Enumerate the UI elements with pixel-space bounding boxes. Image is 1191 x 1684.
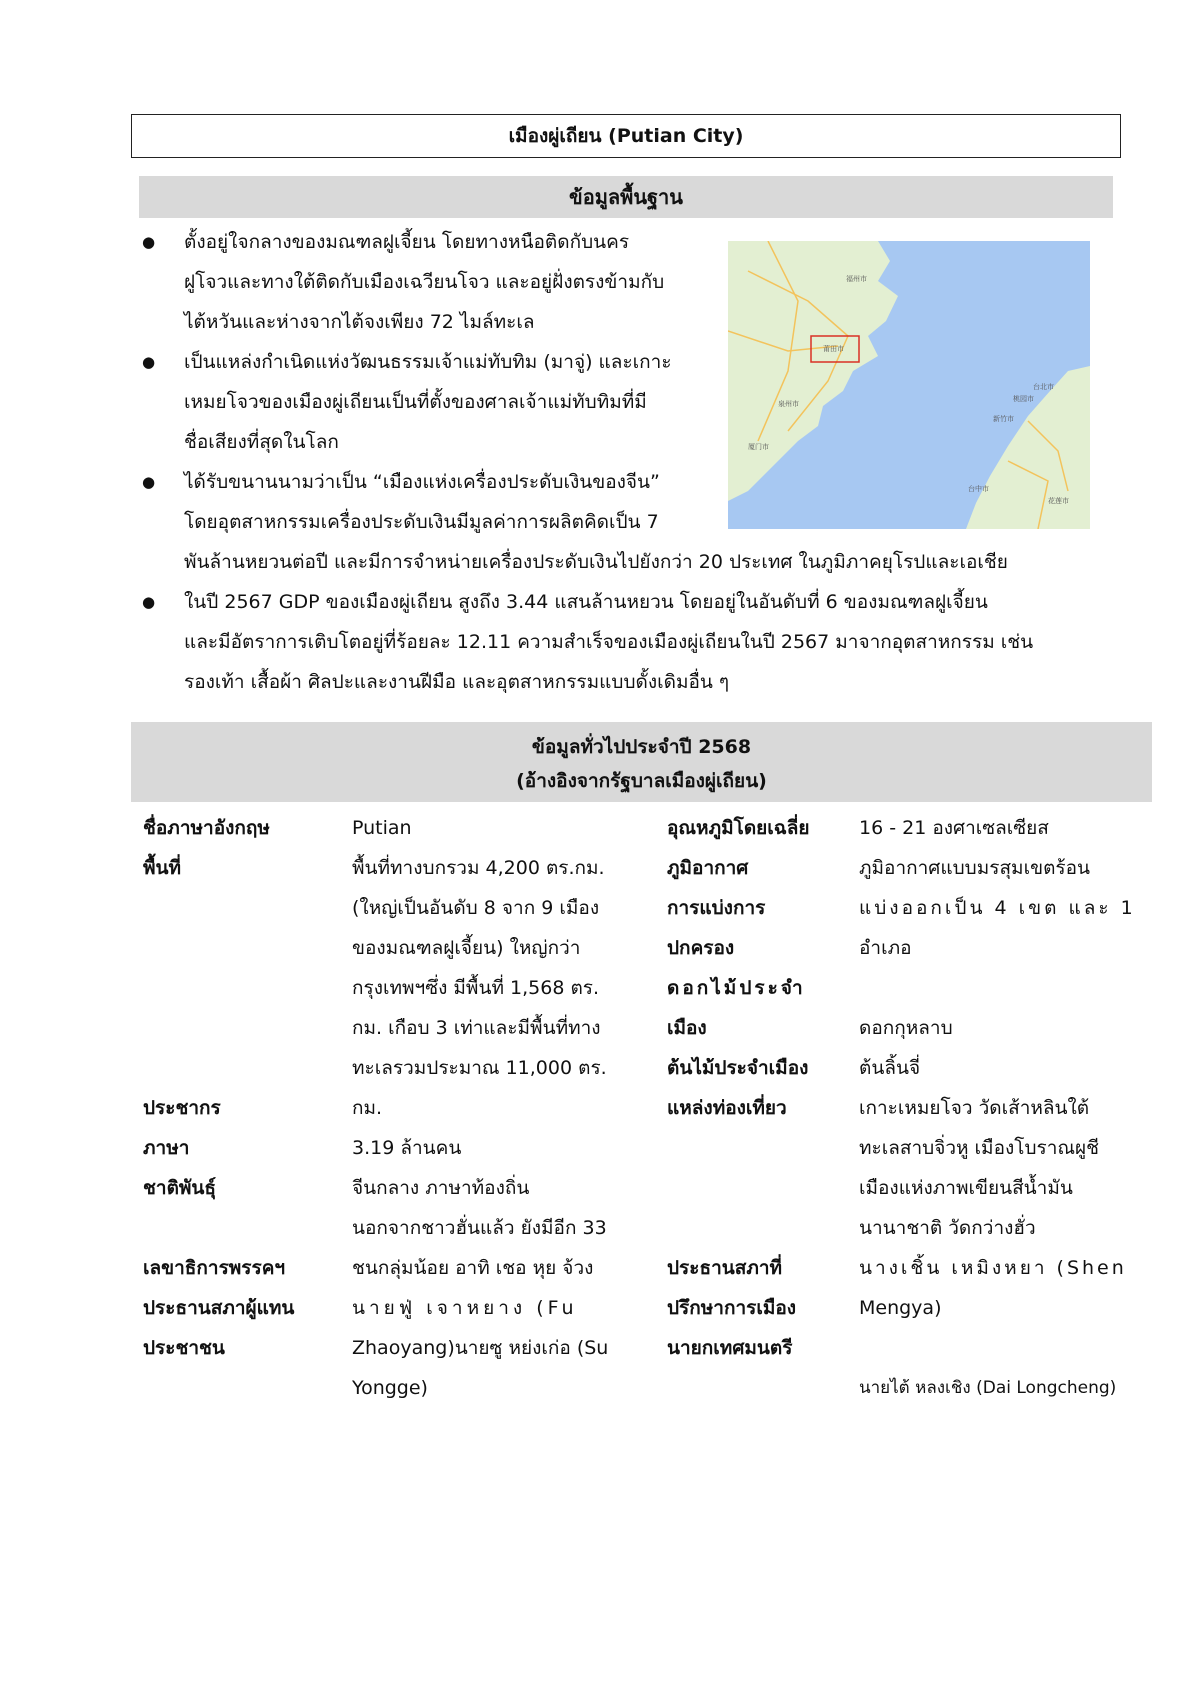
field-label: ภาษา bbox=[143, 1137, 190, 1159]
field-value: อำเภอ bbox=[859, 937, 912, 959]
field-label: นายกเทศมนตรี bbox=[667, 1337, 793, 1359]
section-header-basic: ข้อมูลพื้นฐาน bbox=[139, 176, 1113, 218]
field-label: ภูมิอากาศ bbox=[667, 857, 749, 879]
map-label: 桃园市 bbox=[1013, 395, 1034, 403]
field-value: Putian bbox=[352, 817, 412, 839]
field-label bbox=[143, 1008, 323, 1048]
map-label: 花莲市 bbox=[1048, 497, 1069, 505]
field-value: 16 - 21 องศาเซลเซียส bbox=[859, 817, 1049, 839]
field-label bbox=[667, 1168, 847, 1208]
field-label bbox=[667, 1128, 847, 1168]
field-value: (ใหญ่เป็นอันดับ 8 จาก 9 เมือง bbox=[352, 897, 600, 919]
field-label bbox=[143, 1048, 323, 1088]
map-label: 福州市 bbox=[846, 275, 867, 283]
field-value: จีนกลาง ภาษาท้องถิ่น bbox=[352, 1177, 530, 1199]
field-value: Yongge) bbox=[352, 1377, 428, 1399]
field-label: พื้นที่ bbox=[143, 857, 182, 879]
field-value: ดอกกุหลาบ bbox=[859, 1017, 953, 1039]
map-label: 台北市 bbox=[1033, 383, 1054, 391]
field-value: Zhaoyang)นายซู หย่งเก่อ (Su bbox=[352, 1337, 609, 1359]
field-label bbox=[143, 968, 323, 1008]
field-value: กม. เกือบ 3 เท่าและมีพื้นที่ทาง bbox=[352, 1017, 601, 1039]
value-column-left bbox=[352, 808, 652, 1408]
list-item bbox=[140, 222, 769, 342]
field-value: นานาชาติ วัดกว่างฮั่ว bbox=[859, 1217, 1036, 1239]
text-line: พันล้านหยวนต่อปี และมีการจำหน่ายเครื่องประดับเงินไปยังกว่า 20 ประเทศ ในภูมิภาคยุโรปและเอเชีย bbox=[184, 551, 1008, 573]
field-label bbox=[667, 1208, 847, 1248]
field-label: ประธานสภาผู้แทน bbox=[143, 1297, 295, 1319]
field-value: ของมณฑลฝูเจี้ยน) ใหญ่กว่า bbox=[352, 937, 581, 959]
list-item bbox=[140, 582, 1120, 702]
field-value: นอกจากชาวฮั่นแล้ว ยังมีอีก 33 bbox=[352, 1217, 607, 1239]
field-value bbox=[859, 1328, 1145, 1368]
map-label: 厦门市 bbox=[748, 443, 769, 451]
text-line: โดยอุตสาหกรรมเครื่องประดับเงินมีมูลค่าการผลิตคิดเป็น 7 bbox=[184, 511, 659, 533]
document-title: เมืองผู่เถียน (Putian City) bbox=[131, 114, 1121, 158]
map-label: 新竹市 bbox=[993, 415, 1014, 423]
field-label: ชาติพันธุ์ bbox=[143, 1177, 217, 1199]
field-value bbox=[859, 968, 1145, 1008]
text-line: และมีอัตราการเติบโตอยู่ที่ร้อยละ 12.11 ความสำเร็จของเมืองผู่เถียนในปี 2567 มาจากอุตสาหกรรม เช่น bbox=[184, 631, 1034, 653]
text-line: ● ได้รับขนานนามว่าเป็น “เมืองแห่งเครื่องประดับเงินของจีน” bbox=[184, 471, 660, 493]
field-value: ทะเลรวมประมาณ 11,000 ตร. bbox=[352, 1057, 607, 1079]
value-column-right bbox=[859, 808, 1145, 1408]
label-column-right bbox=[667, 808, 847, 1368]
map-label: 莆田市 bbox=[823, 345, 844, 353]
field-label: เลขาธิการพรรคฯ bbox=[143, 1257, 286, 1279]
field-value: Mengya) bbox=[859, 1297, 942, 1319]
field-value: ชนกลุ่มน้อย อาทิ เชอ หุย จ้วง bbox=[352, 1257, 594, 1279]
field-label: ดอกไม้ประจำ bbox=[667, 977, 806, 999]
field-label: ปรึกษาการเมือง bbox=[667, 1297, 797, 1319]
field-value: เกาะเหมยโจว วัดเส้าหลินใต้ bbox=[859, 1097, 1090, 1119]
field-value: แบ่งออกเป็น 4 เขต และ 1 bbox=[859, 897, 1136, 919]
field-label: ประชากร bbox=[143, 1097, 221, 1119]
text-line: ● ตั้งอยู่ใจกลางของมณฑลฝูเจี้ยน โดยทางหนือติดกับนคร bbox=[184, 231, 630, 253]
section-title: ข้อมูลทั่วไปประจำปี 2568 bbox=[531, 736, 752, 758]
text-line: ชื่อเสียงที่สุดในโลก bbox=[184, 431, 339, 453]
map-label: 台中市 bbox=[968, 485, 989, 493]
text-line: ● ในปี 2567 GDP ของเมืองผู่เถียน สูงถึง 3.44 แสนล้านหยวน โดยอยู่ในอันดับที่ 6 ของมณฑลฝูเจี้ยน bbox=[184, 591, 988, 613]
field-label: ชื่อภาษาอังกฤษ bbox=[143, 817, 270, 839]
field-label: แหล่งท่องเที่ยว bbox=[667, 1097, 787, 1119]
field-label: อุณหภูมิโดยเฉลี่ย bbox=[667, 817, 810, 839]
field-value: พื้นที่ทางบกรวม 4,200 ตร.กม. bbox=[352, 857, 605, 879]
label-column-left bbox=[143, 808, 323, 1368]
field-label: การแบ่งการ bbox=[667, 897, 766, 919]
field-label: ต้นไม้ประจำเมือง bbox=[667, 1057, 809, 1079]
field-label: ประธานสภาที่ bbox=[667, 1257, 783, 1279]
map-label: 泉州市 bbox=[778, 400, 799, 408]
text-line: เหมยโจวของเมืองผู่เถียนเป็นที่ตั้งของศาลเจ้าแม่ทับทิมที่มี bbox=[184, 391, 647, 413]
section-header-general bbox=[131, 722, 1152, 802]
field-value: ต้นลิ้นจี่ bbox=[859, 1057, 921, 1079]
field-label: ประชาชน bbox=[143, 1337, 225, 1359]
text-line: รองเท้า เสื้อผ้า ศิลปะและงานฝีมือ และอุตสาหกรรมแบบดั้งเดิมอื่น ๆ bbox=[184, 671, 730, 693]
field-value: นายไต้ หลงเชิง (Dai Longcheng) bbox=[859, 1378, 1117, 1398]
field-value: นายฟู่ เจาหยาง (Fu bbox=[352, 1297, 578, 1319]
text-line: ไต้หวันและห่างจากไต้จงเพียง 72 ไมล์ทะเล bbox=[184, 311, 535, 333]
field-label: เมือง bbox=[667, 1017, 707, 1039]
field-value: ภูมิอากาศแบบมรสุมเขตร้อน bbox=[859, 857, 1091, 879]
field-value: กรุงเทพฯซึ่ง มีพื้นที่ 1,568 ตร. bbox=[352, 977, 600, 999]
field-value: เมืองแห่งภาพเขียนสีน้ำมัน bbox=[859, 1177, 1073, 1199]
field-value: นางเชิ้น เหมิงหยา (Shen bbox=[859, 1257, 1127, 1279]
list-item bbox=[140, 342, 769, 462]
field-label bbox=[143, 1208, 323, 1248]
text-line: ฝูโจวและทางใต้ติดกับเมืองเฉวียนโจว และอยู่ฝั่งตรงข้ามกับ bbox=[184, 271, 665, 293]
putian-map bbox=[728, 241, 1090, 529]
field-label bbox=[143, 928, 323, 968]
field-label bbox=[143, 888, 323, 928]
field-value: กม. bbox=[352, 1097, 383, 1119]
field-value: 3.19 ล้านคน bbox=[352, 1137, 462, 1159]
text-line: ● เป็นแหล่งกำเนิดแห่งวัฒนธรรมเจ้าแม่ทับทิม (มาจู่) และเกาะ bbox=[184, 351, 672, 373]
field-label: ปกครอง bbox=[667, 937, 735, 959]
section-subtitle: (อ้างอิงจากรัฐบาลเมืองผู่เถียน) bbox=[516, 770, 767, 792]
field-value: ทะเลสาบจิ่วหู เมืองโบราณผูชี bbox=[859, 1137, 1100, 1159]
